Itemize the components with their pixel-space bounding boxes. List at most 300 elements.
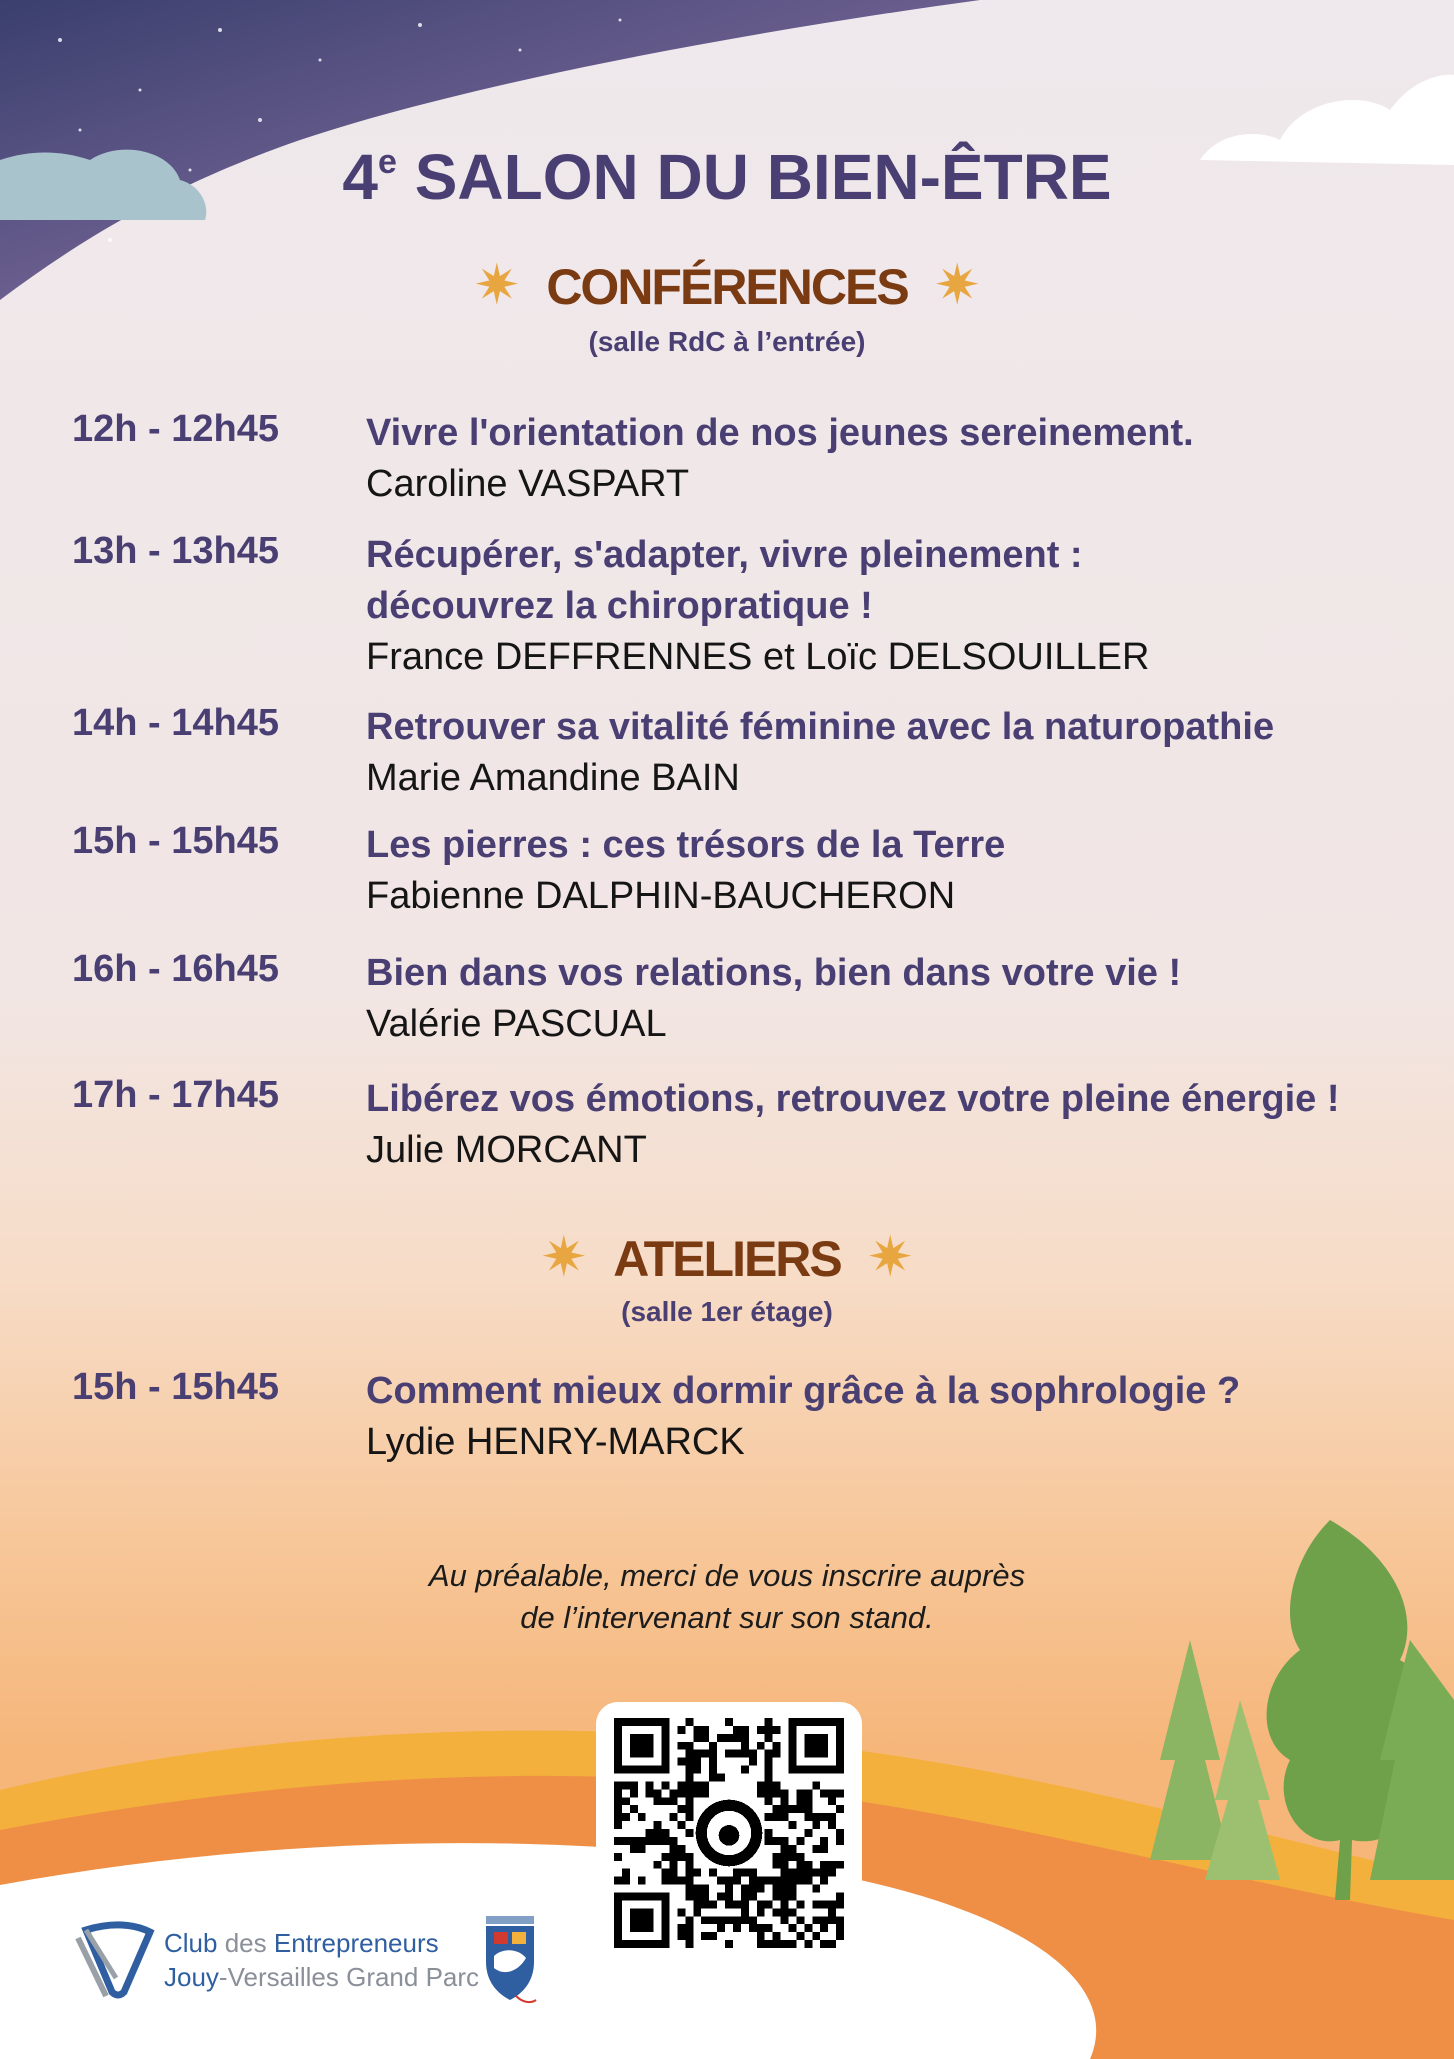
qr-module <box>796 1869 804 1877</box>
qr-module <box>685 1758 693 1766</box>
conference-title: Retrouver sa vitalité féminine avec la naturopathie <box>366 706 1275 748</box>
qr-module <box>804 1877 812 1885</box>
qr-module <box>765 1900 773 1908</box>
qr-module <box>796 1932 804 1940</box>
qr-module <box>836 1789 844 1797</box>
qr-module <box>836 1837 844 1845</box>
qr-module <box>646 1829 654 1837</box>
qr-module <box>677 1908 685 1916</box>
qr-module <box>773 1805 781 1813</box>
qr-module <box>709 1900 717 1908</box>
qr-module <box>725 1940 733 1948</box>
qr-module <box>717 1892 725 1900</box>
qr-module <box>693 1750 701 1758</box>
qr-module <box>693 1734 701 1742</box>
qr-module <box>725 1916 733 1924</box>
qr-module <box>614 1821 622 1829</box>
qr-module <box>788 1805 796 1813</box>
qr-module <box>670 1813 678 1821</box>
qr-module <box>820 1861 828 1869</box>
qr-module <box>820 1924 828 1932</box>
qr-module <box>836 1829 844 1837</box>
qr-module <box>709 1774 717 1782</box>
qr-module <box>725 1900 733 1908</box>
qr-module <box>630 1845 638 1853</box>
qr-module <box>670 1877 678 1885</box>
qr-module <box>796 1837 804 1845</box>
sun-star-icon: ✷ <box>933 253 981 316</box>
qr-module <box>677 1726 685 1734</box>
qr-module <box>685 1718 693 1726</box>
qr-module <box>757 1900 765 1908</box>
qr-module <box>638 1877 646 1885</box>
qr-module <box>828 1900 836 1908</box>
qr-module <box>773 1750 781 1758</box>
conference-speaker: Caroline VASPART <box>366 463 690 505</box>
qr-module <box>812 1781 820 1789</box>
qr-module <box>685 1885 693 1893</box>
qr-module <box>773 1837 781 1845</box>
registration-note-line2: de l’intervenant sur son stand. <box>520 1600 934 1635</box>
qr-module <box>614 1789 622 1797</box>
qr-module <box>773 1885 781 1893</box>
qr-module <box>765 1726 773 1734</box>
qr-module <box>796 1877 804 1885</box>
conference-title: Vivre l'orientation de nos jeunes sereinement. <box>366 412 1194 454</box>
registration-note <box>0 1555 1454 1639</box>
entrepreneurs-word: Entrepreneurs <box>273 1928 439 1958</box>
qr-module <box>677 1821 685 1829</box>
qr-module <box>677 1853 685 1861</box>
qr-module <box>622 1781 630 1789</box>
qr-module <box>662 1853 670 1861</box>
qr-module <box>781 1789 789 1797</box>
conference-speaker: France DEFFRENNES et Loïc DELSOUILLER <box>366 636 1150 678</box>
qr-module <box>828 1916 836 1924</box>
qr-module <box>796 1900 804 1908</box>
qr-module <box>804 1924 812 1932</box>
qr-module <box>765 1940 773 1948</box>
qr-module <box>788 1885 796 1893</box>
qr-code-icon[interactable] <box>614 1718 844 1948</box>
atelier-time: 15h - 15h45 <box>72 1366 279 1408</box>
qr-module <box>709 1932 717 1940</box>
ateliers-room: (salle 1er étage) <box>621 1296 833 1327</box>
qr-module <box>622 1837 630 1845</box>
sun-star-icon: ✷ <box>866 1225 914 1288</box>
poster-title <box>0 140 1454 214</box>
qr-module <box>773 1742 781 1750</box>
qr-module <box>828 1861 836 1869</box>
conference-time: 13h - 13h45 <box>72 530 279 572</box>
qr-module <box>812 1813 820 1821</box>
qr-module <box>741 1742 749 1750</box>
qr-module <box>741 1892 749 1900</box>
qr-module <box>685 1781 693 1789</box>
qr-module <box>804 1829 812 1837</box>
qr-module <box>788 1821 796 1829</box>
qr-module <box>836 1916 844 1924</box>
vgp-word: Versailles Grand Parc <box>227 1962 480 1992</box>
qr-module <box>781 1916 789 1924</box>
qr-module <box>630 1805 638 1813</box>
qr-module <box>709 1742 717 1750</box>
qr-module <box>622 1869 630 1877</box>
qr-module <box>757 1726 765 1734</box>
qr-module <box>812 1932 820 1940</box>
qr-module <box>685 1742 693 1750</box>
qr-module <box>638 1845 646 1853</box>
conference-time: 14h - 14h45 <box>72 702 279 744</box>
qr-module <box>701 1750 709 1758</box>
qr-module <box>693 1892 701 1900</box>
qr-module <box>685 1877 693 1885</box>
qr-module <box>749 1916 757 1924</box>
qr-module <box>670 1845 678 1853</box>
qr-module <box>677 1924 685 1932</box>
qr-module <box>685 1813 693 1821</box>
sun-star-icon: ✷ <box>473 253 521 316</box>
conference-talk <box>366 408 1426 510</box>
qr-module <box>804 1734 828 1758</box>
qr-module <box>717 1924 725 1932</box>
qr-module <box>693 1908 701 1916</box>
qr-module <box>796 1789 804 1797</box>
qr-module <box>828 1908 836 1916</box>
qr-module <box>677 1877 685 1885</box>
qr-module <box>733 1877 741 1885</box>
qr-module <box>662 1837 670 1845</box>
qr-module <box>749 1750 757 1758</box>
qr-module <box>662 1877 670 1885</box>
qr-module <box>693 1726 701 1734</box>
qr-module <box>820 1869 828 1877</box>
qr-module <box>757 1781 765 1789</box>
qr-module <box>773 1877 781 1885</box>
conference-speaker: Marie Amandine BAIN <box>366 757 740 799</box>
qr-module <box>677 1932 685 1940</box>
sun-star-icon: ✷ <box>540 1225 588 1288</box>
qr-module <box>654 1837 662 1845</box>
qr-module <box>749 1892 757 1900</box>
club-logo-line2 <box>164 1962 479 1993</box>
qr-module <box>765 1813 773 1821</box>
qr-module <box>630 1789 638 1797</box>
qr-module <box>781 1885 789 1893</box>
qr-module <box>765 1877 773 1885</box>
qr-module <box>828 1797 836 1805</box>
qr-module <box>693 1781 701 1789</box>
qr-code-card[interactable] <box>596 1702 862 1966</box>
conference-time: 17h - 17h45 <box>72 1074 279 1116</box>
qr-module <box>733 1750 741 1758</box>
qr-module <box>654 1829 662 1837</box>
qr-module <box>622 1877 630 1885</box>
conference-speaker: Valérie PASCUAL <box>366 1003 667 1045</box>
qr-module <box>781 1861 789 1869</box>
qr-module <box>812 1900 820 1908</box>
qr-module <box>804 1789 812 1797</box>
conference-time: 16h - 16h45 <box>72 948 279 990</box>
qr-module <box>812 1869 820 1877</box>
qr-module <box>614 1805 622 1813</box>
qr-module <box>749 1869 757 1877</box>
qr-module <box>725 1877 733 1885</box>
qr-module <box>836 1924 844 1932</box>
qr-module <box>630 1837 638 1845</box>
title-superscript: e <box>377 143 397 181</box>
conference-time: 12h - 12h45 <box>72 408 279 450</box>
qr-module <box>796 1797 804 1805</box>
qr-module <box>614 1837 622 1845</box>
qr-module <box>709 1916 717 1924</box>
qr-module <box>812 1845 820 1853</box>
qr-module <box>709 1869 717 1877</box>
qr-module <box>804 1861 812 1869</box>
qr-module <box>725 1750 733 1758</box>
qr-module <box>836 1861 844 1869</box>
qr-module <box>654 1789 662 1797</box>
qr-module <box>828 1813 836 1821</box>
club-logo-icon <box>72 1918 156 2002</box>
qr-module <box>741 1908 749 1916</box>
qr-module <box>741 1916 749 1924</box>
qr-module <box>733 1924 741 1932</box>
qr-module <box>646 1789 654 1797</box>
qr-module <box>685 1774 693 1782</box>
qr-module <box>781 1908 789 1916</box>
qr-module <box>773 1932 781 1940</box>
qr-module <box>670 1837 678 1845</box>
qr-module <box>677 1781 685 1789</box>
ateliers-heading-text: ATELIERS <box>613 1231 841 1287</box>
conference-speaker: Fabienne DALPHIN-BAUCHERON <box>366 875 956 917</box>
qr-module <box>693 1766 701 1774</box>
qr-module <box>662 1829 670 1837</box>
qr-module <box>765 1774 773 1782</box>
qr-module <box>781 1797 789 1805</box>
qr-module <box>781 1805 789 1813</box>
qr-module <box>781 1900 789 1908</box>
qr-module <box>693 1789 701 1797</box>
qr-module <box>757 1908 765 1916</box>
qr-module <box>773 1853 781 1861</box>
qr-module <box>701 1932 709 1940</box>
conference-talk <box>366 1074 1426 1176</box>
qr-module <box>781 1845 789 1853</box>
qr-center-logo-face <box>719 1825 740 1846</box>
conference-time: 15h - 15h45 <box>72 820 279 862</box>
qr-module <box>765 1766 773 1774</box>
qr-module <box>765 1789 773 1797</box>
qr-module <box>820 1789 828 1797</box>
qr-module <box>654 1821 662 1829</box>
qr-module <box>781 1837 789 1845</box>
qr-module <box>757 1940 765 1948</box>
qr-module <box>796 1853 804 1861</box>
qr-module <box>765 1797 773 1805</box>
qr-module <box>820 1900 828 1908</box>
qr-module <box>654 1797 662 1805</box>
qr-module <box>614 1877 622 1885</box>
qr-module <box>820 1916 828 1924</box>
qr-module <box>685 1805 693 1813</box>
qr-module <box>693 1758 701 1766</box>
qr-module <box>757 1877 765 1885</box>
qr-module <box>622 1797 630 1805</box>
qr-module <box>836 1900 844 1908</box>
qr-module <box>765 1750 773 1758</box>
qr-module <box>717 1774 725 1782</box>
qr-module <box>685 1797 693 1805</box>
qr-module <box>788 1869 796 1877</box>
qr-module <box>685 1861 693 1869</box>
qr-module <box>820 1837 828 1845</box>
qr-module <box>614 1853 622 1861</box>
qr-module <box>670 1861 678 1869</box>
qr-module <box>773 1892 781 1900</box>
qr-module <box>765 1718 773 1726</box>
qr-module <box>662 1869 670 1877</box>
qr-module <box>741 1750 749 1758</box>
qr-module <box>701 1916 709 1924</box>
qr-module <box>788 1908 796 1916</box>
qr-module <box>765 1781 773 1789</box>
atelier-talk <box>366 1366 1426 1468</box>
conference-title: Libérez vos émotions, retrouvez votre pleine énergie ! <box>366 1078 1340 1120</box>
qr-module <box>796 1805 804 1813</box>
qr-module <box>820 1845 828 1853</box>
qr-module <box>757 1789 765 1797</box>
qr-module <box>820 1877 828 1885</box>
qr-module <box>630 1734 654 1758</box>
qr-module <box>685 1940 693 1948</box>
dash: - <box>218 1962 228 1992</box>
qr-module <box>685 1766 693 1774</box>
qr-module <box>804 1805 812 1813</box>
conference-talk <box>366 948 1426 1050</box>
qr-module <box>836 1805 844 1813</box>
conferences-heading <box>0 252 1454 318</box>
qr-module <box>749 1924 757 1932</box>
qr-module <box>733 1900 741 1908</box>
qr-module <box>733 1916 741 1924</box>
qr-module <box>677 1758 685 1766</box>
ateliers-heading <box>0 1224 1454 1290</box>
qr-module <box>836 1892 844 1900</box>
qr-module <box>622 1813 630 1821</box>
registration-note-line1: Au préalable, merci de vous inscrire auprès <box>428 1558 1026 1593</box>
qr-module <box>773 1789 781 1797</box>
qr-module <box>804 1813 812 1821</box>
qr-module <box>717 1734 725 1742</box>
qr-module <box>804 1869 812 1877</box>
qr-module <box>693 1900 701 1908</box>
qr-module <box>781 1877 789 1885</box>
qr-module <box>765 1924 773 1932</box>
qr-module <box>670 1853 678 1861</box>
qr-module <box>765 1734 773 1742</box>
title-number: 4 <box>342 141 378 213</box>
qr-module <box>701 1726 709 1734</box>
qr-module <box>733 1734 741 1742</box>
qr-module <box>788 1892 796 1900</box>
club-logo-line1 <box>164 1928 439 1959</box>
qr-module <box>685 1853 693 1861</box>
qr-module <box>788 1845 796 1853</box>
qr-module <box>670 1797 678 1805</box>
qr-module <box>765 1829 773 1837</box>
qr-module <box>741 1885 749 1893</box>
qr-module <box>733 1869 741 1877</box>
conference-talk <box>366 530 1426 683</box>
conference-title: Les pierres : ces trésors de la Terre <box>366 824 1006 866</box>
qr-module <box>820 1813 828 1821</box>
qr-module <box>788 1853 796 1861</box>
qr-module <box>757 1932 765 1940</box>
qr-module <box>757 1885 765 1893</box>
qr-module <box>741 1900 749 1908</box>
qr-module <box>685 1924 693 1932</box>
qr-module <box>646 1837 654 1845</box>
qr-module <box>812 1916 820 1924</box>
qr-module <box>773 1726 781 1734</box>
qr-module <box>781 1813 789 1821</box>
qr-module <box>749 1877 757 1885</box>
qr-module <box>614 1781 622 1789</box>
qr-module <box>725 1892 733 1900</box>
qr-module <box>662 1781 670 1789</box>
qr-module <box>677 1805 685 1813</box>
qr-module <box>741 1734 749 1742</box>
qr-module <box>741 1726 749 1734</box>
qr-module <box>804 1797 812 1805</box>
qr-module <box>709 1750 717 1758</box>
qr-module <box>796 1861 804 1869</box>
conference-title: Bien dans vos relations, bien dans votre vie ! <box>366 952 1182 994</box>
qr-module <box>685 1932 693 1940</box>
qr-module <box>701 1885 709 1893</box>
conference-talk <box>366 820 1426 922</box>
qr-module <box>670 1789 678 1797</box>
qr-module <box>670 1869 678 1877</box>
qr-module <box>757 1924 765 1932</box>
qr-module <box>828 1789 836 1797</box>
club-word: Club <box>164 1928 218 1958</box>
qr-module <box>812 1885 820 1893</box>
qr-module <box>773 1813 781 1821</box>
qr-module <box>796 1916 804 1924</box>
qr-module <box>614 1797 622 1805</box>
conference-title: Récupérer, s'adapter, vivre pleinement : <box>366 534 1083 576</box>
qr-module <box>773 1861 781 1869</box>
qr-module <box>701 1900 709 1908</box>
qr-module <box>685 1750 693 1758</box>
qr-module <box>725 1718 733 1726</box>
qr-module <box>685 1916 693 1924</box>
qr-module <box>630 1908 654 1932</box>
conferences-room: (salle RdC à l’entrée) <box>588 326 866 357</box>
qr-module <box>820 1940 828 1948</box>
qr-module <box>781 1869 789 1877</box>
qr-module <box>614 1813 622 1821</box>
qr-module <box>685 1869 693 1877</box>
jouy-en-josas-crest-icon <box>470 1912 550 2012</box>
qr-module <box>773 1781 781 1789</box>
qr-module <box>749 1758 757 1766</box>
qr-module <box>749 1885 757 1893</box>
qr-module <box>677 1845 685 1853</box>
